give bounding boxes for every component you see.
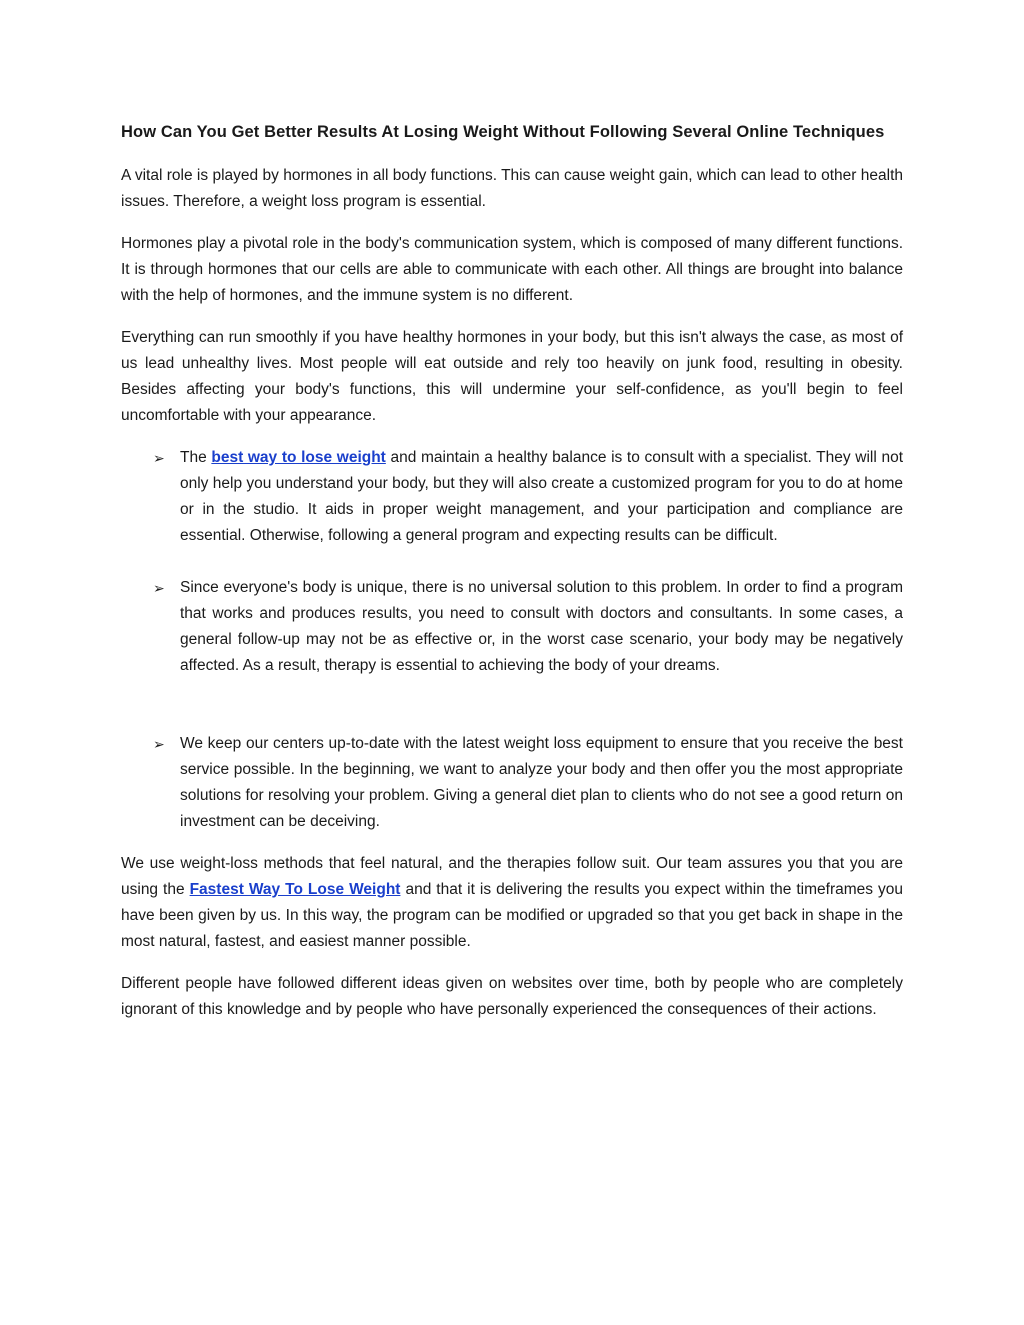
paragraph-1: A vital role is played by hormones in all body functions. This can cause weight gain, which can lead to other health issues. Therefore, a weight loss program is essential.	[121, 167, 903, 210]
paragraph-4-text-after: and that it is delivering the results you expect within the timeframes you have been given by us. In this way, the program can be modified or upgraded so that you get back in shape in the most natural, fastest, and easiest manner possible.	[121, 881, 904, 950]
document-title: How Can You Get Better Results At Losing Weight Without Following Several Online Techniques	[121, 123, 885, 141]
paragraph-3: Everything can run smoothly if you have healthy hormones in your body, but this isn't always the case, as most of us lead unhealthy lives. Most people will eat outside and rely too heavily on junk food, resulting in obesity. Besides affecting your body's functions, this will undermine your self-confidence, as you'll begin to feel uncomfortable with your appearance.	[121, 329, 903, 424]
arrow-bullet-icon: ➢	[153, 736, 165, 752]
bullet-item-2	[121, 575, 903, 679]
paragraph-4	[121, 851, 903, 955]
bullet-item-1	[121, 445, 903, 549]
paragraph-5: Different people have followed different ideas given on websites over time, both by people who are completely ignorant of this knowledge and by people who have personally experienced the consequences of their actions.	[121, 975, 903, 1018]
bullet-3-text: We keep our centers up-to-date with the latest weight loss equipment to ensure that you receive the best service possible. In the beginning, we want to analyze your body and then offer you the most appropriate solutions for resolving your problem. Giving a general diet plan to clients who do not see a good return on investment can be deceiving.	[180, 735, 903, 830]
fastest-way-to-lose-weight-link[interactable]: Fastest Way To Lose Weight	[189, 881, 401, 898]
bullet-item-3	[121, 731, 903, 835]
document-page	[121, 118, 903, 1039]
bullet-2-text: Since everyone's body is unique, there is no universal solution to this problem. In order to find a program that works and produces results, you need to consult with doctors and consultants. In some cases, a general follow-up may not be as effective or, in the worst case scenario, your body may be negatively affected. As a result, therapy is essential to achieving the body of your dreams.	[180, 579, 903, 674]
paragraph-4-text-before: We use weight-loss methods that feel natural, and the therapies follow suit. Our team assures you that you are using the	[121, 855, 903, 898]
best-way-to-lose-weight-link[interactable]: best way to lose weight	[211, 449, 386, 466]
bullet-1-text-before: The	[180, 449, 212, 466]
bullet-1-text-after: and maintain a healthy balance is to consult with a specialist. They will not only help you understand your body, but they will also create a customized program for you to do at home or in the studio. It aids in proper weight management, and your participation and compliance are essential. Otherwise, following a general program and expecting results can be difficult.	[180, 449, 904, 544]
arrow-bullet-icon: ➢	[153, 580, 165, 596]
bullet-list	[121, 445, 903, 835]
paragraph-2: Hormones play a pivotal role in the body's communication system, which is composed of many different functions. It is through hormones that our cells are able to communicate with each other. All things are brought into balance with the help of hormones, and the immune system is no different.	[121, 235, 903, 304]
arrow-bullet-icon: ➢	[153, 450, 165, 466]
